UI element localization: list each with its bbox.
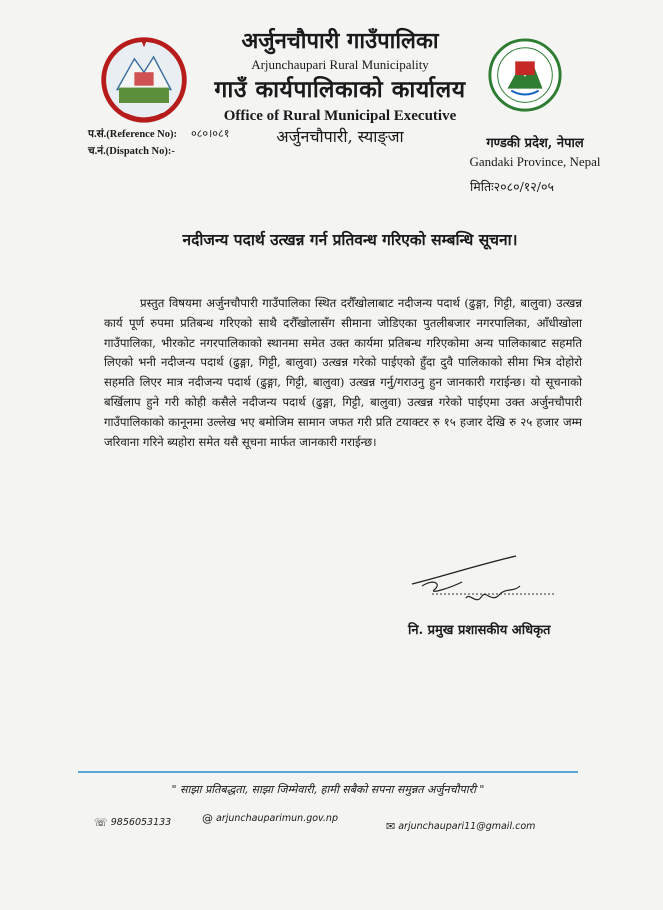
signatory-title: नि. प्रमुख प्रशासकीय अधिकृत — [408, 623, 551, 638]
footer-email[interactable] — [386, 820, 535, 833]
reference-value: ०८०।०८१ — [190, 128, 230, 140]
notice-body: प्रस्तुत विषयमा अर्जुनचौपारी गाउँपालिका स्थित दरौँखोलाबाट नदीजन्य पदार्थ (ढुङ्गा, गिट्टी, बालुवा) उत्खन्न कार्य पूर्ण रुपमा प्रतिबन्ध गरिएको साथै दरौँखोलासँग सीमाना जोडिएका पुतलीबजार नगरपालिका, आँधीखोला गाउँपालिका, भीरकोट नगरपालिकाको स्थानमा समेत उक्त कार्यमा प्रतिबन्ध गरिएकोमा अन्य पालिकाबाट सहमति लिएको भनी नदीजन्य पदार्थ (ढुङ्गा, गिट्टी, बालुवा) उत्खन्न गरेको पाईएको हुँदा दुवै पालिकाको सीमा भित्र दोहोरो सहमति लिएर मात्र नदीजन्य पदार्थ (ढुङ्गा, गिट्टी, बालुवा) उत्खन्न गर्नु/गराउनु हुन जानकारी गराईन्छ। यो सूचनाको बर्खिलाप हुने गरी कोही कसैले नदीजन्य पदार्थ (ढुङ्गा, गिट्टी, बालुवा) उत्खन्न गरेको पाईएमा उक्त अर्जुनचौपारी गाउँपालिकाको कानूनमा उल्लेख भए बमोजिम सामान जफत गरी प्रति टयाक्टर रु १५ हजार देखि रु २५ हजार जम्म जरिवाना गरिने ब्यहोरा समेत यसै सूचना मार्फत जानकारी गराईन्छ। — [104, 296, 582, 449]
footer-slogan: " साझा प्रतिबद्धता, साझा जिम्मेवारी, हामी सबैको सपना समुन्नत अर्जुनचौपारी " — [171, 783, 485, 796]
header-block — [190, 26, 490, 148]
address-np: अर्जुनचौपारी, स्याङ्जा — [276, 127, 404, 146]
mail-icon: ✉ — [386, 820, 396, 833]
notice-subject: नदीजन्य पदार्थ उत्खन्न गर्न प्रतिवन्ध गरिएको सम्बन्धि सूचना। — [182, 230, 518, 249]
website-text[interactable]: arjunchauparimun.gov.np — [216, 813, 338, 824]
phone-number: 9856053133 — [110, 817, 172, 828]
municipality-name-en: Arjunchaupari Rural Municipality — [251, 57, 429, 72]
reference-block — [88, 126, 229, 160]
province-np: गण्डकी प्रदेश, नेपाल — [486, 136, 584, 151]
dispatch-label: च.नं.(Dispatch No):- — [88, 146, 175, 157]
nepal-emblem-icon — [96, 30, 192, 126]
reference-label: प.सं.(Reference No): — [88, 129, 177, 140]
province-en: Gandaki Province, Nepal — [469, 154, 601, 169]
phone-icon: ☏ — [94, 816, 108, 829]
email-text[interactable]: arjunchaupari11@gmail.com — [398, 821, 536, 832]
office-name-np: गाउँ कार्यपालिकाको कार्यालय — [214, 76, 466, 103]
at-icon: @ — [202, 812, 213, 825]
office-name-en: Office of Rural Municipal Executive — [223, 108, 457, 124]
signature-icon — [404, 548, 594, 622]
footer-website[interactable] — [202, 812, 338, 825]
letter-date: मितिः२०८०/१२/०५ — [470, 179, 555, 194]
municipality-logo-icon — [486, 34, 564, 118]
footer-divider — [78, 771, 578, 773]
footer-phone — [94, 816, 171, 829]
municipality-name-np: अर्जुनचौपारी गाउँपालिका — [241, 28, 439, 54]
province-block — [460, 134, 610, 171]
